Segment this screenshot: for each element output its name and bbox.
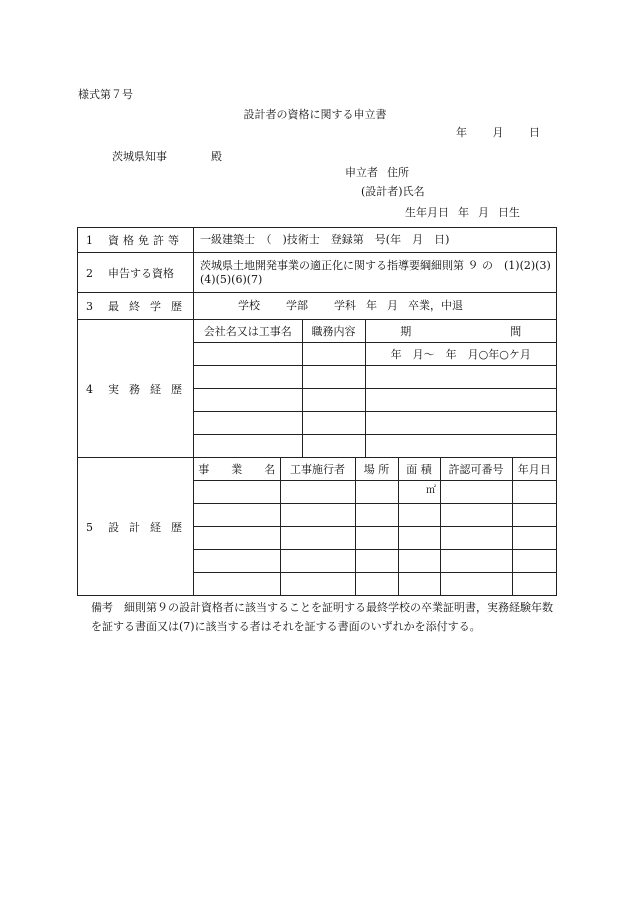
design-experience-grid-cell	[194, 458, 557, 596]
work-company-cell[interactable]	[194, 389, 302, 412]
design-header-area: 面 積	[398, 458, 440, 481]
work-experience-grid-cell	[194, 320, 557, 458]
design-header-contractor: 工事施行者	[280, 458, 355, 481]
design-header-permit: 許認可番号	[440, 458, 512, 481]
design-header-location: 場 所	[355, 458, 398, 481]
work-duty-cell[interactable]	[302, 435, 365, 458]
design-area-cell[interactable]	[398, 527, 440, 550]
document-title: 設計者の資格に関する申立書	[243, 108, 387, 121]
edu-school: 学校	[238, 299, 260, 312]
remarks	[91, 598, 559, 636]
work-period-cell[interactable]	[365, 366, 556, 389]
application-table	[77, 227, 557, 596]
date-month: 月	[492, 126, 504, 139]
design-project-cell[interactable]	[194, 504, 280, 527]
design-contractor-cell[interactable]	[280, 481, 355, 504]
table-row	[194, 389, 556, 412]
work-period-cell[interactable]	[365, 389, 556, 412]
row-education	[78, 293, 557, 320]
row-label: 実務経歴	[108, 382, 192, 396]
date-year: 年	[456, 126, 467, 139]
design-location-cell[interactable]	[355, 527, 398, 550]
applicant-address-line	[345, 166, 418, 180]
work-duty-cell[interactable]	[302, 412, 365, 435]
work-period-cell[interactable]: 年 月〜 年 月○年○ケ月	[365, 343, 556, 366]
work-duty-cell[interactable]	[302, 366, 365, 389]
design-label-cell	[78, 458, 194, 596]
applicant-label: 申立者	[345, 166, 378, 179]
design-location-cell[interactable]	[355, 504, 398, 527]
design-contractor-cell[interactable]	[280, 573, 355, 596]
design-permit-cell[interactable]	[440, 527, 512, 550]
qualification-value[interactable]: 茨城県土地開発事業の適正化に関する指導要綱細則第 ９ の (1)(2)(3)(4)(5)(6)(7)	[194, 253, 557, 293]
work-header-period: 期 間	[365, 320, 556, 343]
table-row	[194, 412, 556, 435]
work-company-cell[interactable]	[194, 435, 302, 458]
remarks-label: 備考	[91, 601, 113, 614]
edu-month: 月	[387, 299, 398, 312]
row-license	[78, 228, 557, 253]
birth-label: 生年月日	[405, 206, 449, 219]
work-period-cell[interactable]	[365, 435, 556, 458]
remarks-text: 細則第９の設計資格者に該当することを証明する最終学校の卒業証明書，実務経験年数を証する書面又は(7)に該当する者はそれを証する書面のいずれかを添付する。	[91, 601, 553, 633]
education-label-cell	[78, 293, 194, 320]
design-header-date: 年月日	[512, 458, 556, 481]
row-number: 5	[86, 520, 93, 534]
row-design-experience	[78, 458, 557, 596]
design-contractor-cell[interactable]	[280, 550, 355, 573]
education-value[interactable]	[194, 293, 557, 320]
work-header-row	[194, 320, 556, 343]
row-qualification	[78, 253, 557, 293]
design-location-cell[interactable]	[355, 550, 398, 573]
birth-month: 月	[478, 206, 489, 219]
edu-department: 学科	[334, 299, 356, 312]
date-day: 日	[529, 126, 540, 139]
design-contractor-cell[interactable]	[280, 527, 355, 550]
design-header-project: 事 業 名	[194, 458, 280, 481]
edu-status: 卒業，中退	[408, 299, 463, 312]
work-label-cell	[78, 320, 194, 458]
applicant-name-label: (設計者)氏名	[361, 185, 425, 198]
design-date-cell[interactable]	[512, 573, 556, 596]
table-row	[194, 343, 556, 366]
table-row	[194, 504, 556, 527]
work-header-company: 会社名又は工事名	[194, 320, 302, 343]
design-location-cell[interactable]	[355, 573, 398, 596]
design-date-cell[interactable]	[512, 527, 556, 550]
design-date-cell[interactable]	[512, 504, 556, 527]
design-contractor-cell[interactable]	[280, 504, 355, 527]
birth-year: 年	[458, 206, 469, 219]
design-area-cell[interactable]	[398, 504, 440, 527]
applicant-address-label: 住所	[387, 166, 409, 179]
row-label: 設計経歴	[108, 520, 192, 534]
design-permit-cell[interactable]	[440, 550, 512, 573]
edu-year: 年	[366, 299, 377, 312]
license-value[interactable]: 一級建築士 （ )技術士 登録第 号(年 月 日)	[194, 228, 557, 253]
work-company-cell[interactable]	[194, 366, 302, 389]
row-label: 資格免許等	[108, 234, 183, 247]
edu-faculty: 学部	[286, 299, 308, 312]
table-row	[194, 573, 556, 596]
design-experience-grid	[194, 458, 556, 595]
area-unit: ㎡	[426, 484, 436, 496]
license-label-cell	[78, 228, 194, 253]
work-experience-grid	[194, 320, 556, 457]
applicant-birth-line	[405, 206, 529, 220]
design-project-cell[interactable]	[194, 527, 280, 550]
row-number: 1	[86, 234, 93, 247]
work-duty-cell[interactable]	[302, 389, 365, 412]
table-row	[194, 435, 556, 458]
design-area-cell[interactable]	[398, 550, 440, 573]
design-date-cell[interactable]	[512, 481, 556, 504]
design-permit-cell[interactable]	[440, 573, 512, 596]
design-area-cell[interactable]	[398, 573, 440, 596]
design-permit-cell[interactable]	[440, 504, 512, 527]
work-header-duty: 職務内容	[302, 320, 365, 343]
row-number: 3	[86, 300, 93, 313]
row-number: 4	[86, 382, 93, 396]
table-row	[194, 550, 556, 573]
addressee-honorific: 殿	[211, 150, 222, 163]
work-company-cell[interactable]	[194, 343, 302, 366]
table-row	[194, 481, 556, 504]
design-location-cell[interactable]	[355, 481, 398, 504]
birth-day: 日生	[498, 206, 520, 219]
addressee-name: 茨城県知事	[112, 150, 167, 163]
table-row	[194, 366, 556, 389]
design-project-cell[interactable]	[194, 481, 280, 504]
row-number: 2	[86, 266, 93, 280]
design-header-row	[194, 458, 556, 481]
row-label: 申告する資格	[108, 266, 174, 280]
work-duty-cell[interactable]	[302, 343, 365, 366]
date-line	[456, 126, 562, 140]
row-work-experience	[78, 320, 557, 458]
row-label: 最終学歴	[108, 300, 192, 313]
design-area-cell[interactable]	[398, 481, 440, 504]
work-company-cell[interactable]	[194, 412, 302, 435]
qualification-label-cell	[78, 253, 194, 293]
work-period-cell[interactable]	[365, 412, 556, 435]
table-row	[194, 527, 556, 550]
design-permit-cell[interactable]	[440, 481, 512, 504]
design-project-cell[interactable]	[194, 550, 280, 573]
form-number: 様式第７号	[78, 88, 133, 101]
addressee	[112, 150, 222, 164]
design-project-cell[interactable]	[194, 573, 280, 596]
design-date-cell[interactable]	[512, 550, 556, 573]
